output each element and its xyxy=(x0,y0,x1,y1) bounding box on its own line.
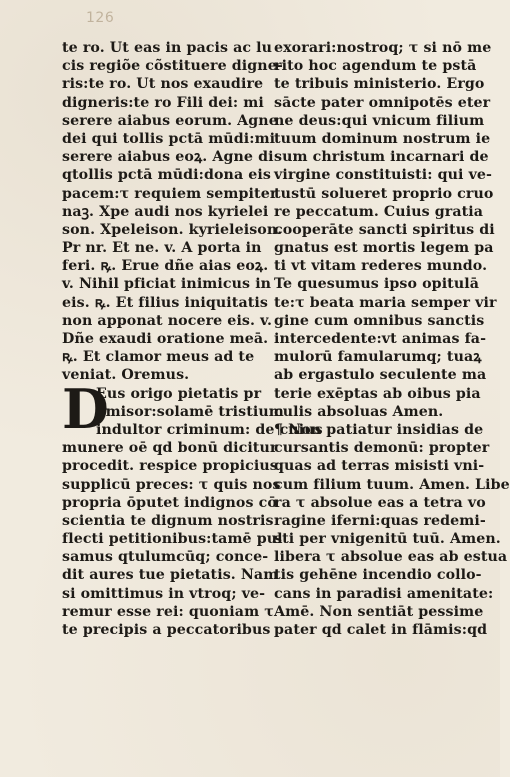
text-line: non apponat nocere eis. v. xyxy=(62,312,273,329)
text-line: munere oē qd bonū dicitur xyxy=(62,440,278,457)
text-line: cans in paradisi amenitate: xyxy=(274,585,494,602)
text-line: terie exēptas ab oibus pia xyxy=(274,385,481,402)
right-text-column xyxy=(274,39,510,639)
text-line: re peccatum. Cuius gratia xyxy=(274,203,484,220)
text-line: Eus origo pietatis pr xyxy=(96,385,262,402)
text-line: ris:te ro. Ut nos exaudire xyxy=(62,76,264,93)
text-line: tustū solueret proprio cruo xyxy=(274,185,494,202)
text-line: cum filium tuum. Amen. Libe xyxy=(274,476,510,493)
text-line: scientia te dignum nostris xyxy=(62,512,274,529)
text-line: flecti petitionibus:tamē pul xyxy=(62,531,283,548)
text-line: te precipis a peccatoribus xyxy=(62,622,271,638)
text-line: ab ergastulo seculente ma xyxy=(274,367,487,384)
text-line: pater qd calet in flāmis:qd xyxy=(274,622,488,638)
prayer-start-block xyxy=(62,376,323,441)
text-line: ragine iferni:quas redemi- xyxy=(274,512,486,529)
text-line: veniat. Oremus. xyxy=(62,367,190,384)
text-line: digneris:te ro Fili dei: mi xyxy=(62,94,264,111)
text-line: serere aiabus eorum. Agne xyxy=(62,112,278,129)
text-line: ne deus:qui vnicum filium xyxy=(274,112,485,129)
text-line: sti per vnigenitū tuū. Amen. xyxy=(274,531,501,548)
text-line: sācte pater omnipotēs eter xyxy=(274,94,491,111)
text-line: ra τ absolue eas a tetra vo xyxy=(274,494,486,511)
folio-number: 126 xyxy=(86,10,115,26)
text-line: cursantis demonū: propter xyxy=(274,440,490,457)
text-line: te:τ beata maria semper vir xyxy=(274,294,497,311)
text-line: indultor criminum: de cuius xyxy=(96,421,323,438)
text-line: culis absoluas Amen. xyxy=(274,403,444,420)
text-line: ti vt vitam rederes mundo. xyxy=(274,258,488,275)
text-line: cooperāte sancti spiritus di xyxy=(274,221,495,238)
text-line: quas ad terras misisti vni- xyxy=(274,458,485,475)
text-line: tuum dominum nostrum ie xyxy=(274,130,491,147)
text-line: serere aiabus eoꝝ. Agne di xyxy=(62,149,274,166)
text-line: Te quesumus ipso opitulā xyxy=(274,276,480,293)
text-line: rito hoc agendum te pstā xyxy=(274,58,477,75)
text-line: supplicū preces: τ quis nos xyxy=(62,476,281,493)
text-line: v. Nihil pficiat inimicus in xyxy=(62,276,272,293)
text-line: pacem:τ requiem sempiter xyxy=(62,185,278,202)
text-line: exorari:nostroq; τ si nō me xyxy=(274,40,492,56)
text-line: virgine constituisti: qui ve- xyxy=(274,167,493,184)
text-line: procedit. respice propicius xyxy=(62,458,278,475)
text-line: gnatus est mortis legem pa xyxy=(274,240,494,257)
text-line: ꝶ. Et clamor meus ad te xyxy=(62,349,255,366)
text-line: feri. ꝶ. Erue dñe aias eoꝝ. xyxy=(62,258,269,275)
text-line: qtollis pctā mūdi:dona eis xyxy=(62,167,271,184)
text-line: intercedente:vt animas fa- xyxy=(274,331,487,347)
text-line: son. Xpeleison. kyrieleison. xyxy=(62,221,283,238)
text-line: Dñe exaudi oratione meā. xyxy=(62,331,269,347)
text-line: ¶ Non patiatur insidias de xyxy=(274,421,484,438)
text-line: si omittimus in vtroq; ve- xyxy=(62,585,266,602)
text-line: naꝫ. Xpe audi nos kyrielei xyxy=(62,203,269,220)
text-line: te ro. Ut eas in pacis ac lu xyxy=(62,40,273,56)
text-line: tis gehēne incendio collo- xyxy=(274,567,482,584)
text-line: libera τ absolue eas ab estua xyxy=(274,549,508,566)
text-line: sum christum incarnari de xyxy=(274,149,489,166)
text-line: Amē. Non sentiāt pessime xyxy=(274,603,484,620)
text-line: remur esse rei: quoniam τ xyxy=(62,603,274,620)
text-line: samus qtulumcūq; conce- xyxy=(62,549,269,566)
text-line: dit aures tue pietatis. Nam xyxy=(62,567,279,584)
text-line: mulorū famularumq; tuaꝝ xyxy=(274,349,482,366)
left-text-column xyxy=(62,39,323,639)
drop-cap-initial: D xyxy=(62,376,109,441)
text-line: dei qui tollis pctā mūdi:mi xyxy=(62,130,276,147)
text-line: eis. ꝶ. Et filius iniquitatis xyxy=(62,294,268,311)
text-line: cis regiõe cõstituere digne- xyxy=(62,58,283,75)
text-line: propria ōputet indignos cō xyxy=(62,494,277,511)
text-line: omisor:solamē tristium xyxy=(96,403,284,420)
text-line: Pr nr. Et ne. v. A porta in xyxy=(62,240,262,257)
text-line: gine cum omnibus sanctis xyxy=(274,312,485,329)
text-line: te tribuis ministerio. Ergo xyxy=(274,76,485,93)
